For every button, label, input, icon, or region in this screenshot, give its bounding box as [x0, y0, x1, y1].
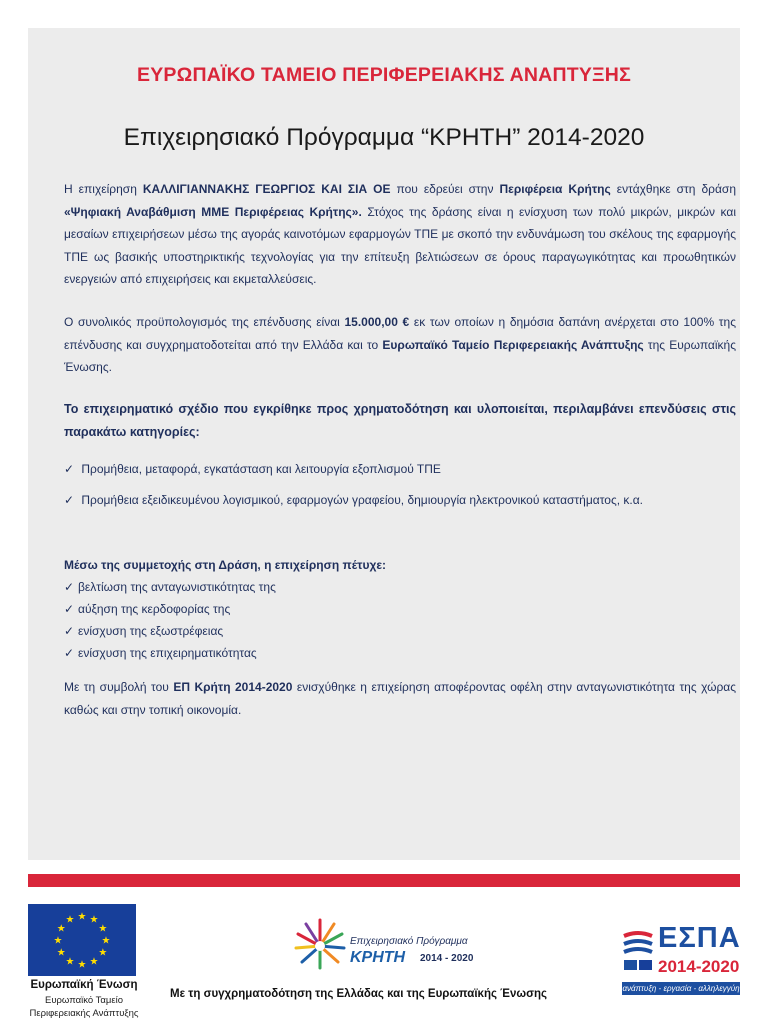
- list-item: ✓ αύξηση της κερδοφορίας της: [64, 602, 231, 616]
- eu-star-icon: ★: [65, 956, 75, 968]
- list-item: ✓ Προμήθεια, μεταφορά, εγκατάσταση και λειτουργία εξοπλισμού ΤΠΕ: [64, 458, 736, 481]
- fund-name: Ευρωπαϊκό Ταμείο Περιφερειακής Ανάπτυξης: [382, 337, 644, 352]
- espa-stripes-icon: [622, 930, 654, 978]
- eu-star-icon: ★: [101, 935, 111, 947]
- crete-years: 2014 - 2020: [420, 953, 474, 964]
- eu-fund-line1: Ευρωπαϊκό Ταμείο: [45, 995, 123, 1006]
- budget-amount: 15.000,00 €: [344, 315, 410, 329]
- eu-star-icon: ★: [89, 914, 99, 926]
- eu-star-icon: ★: [77, 911, 87, 923]
- content-panel: [28, 28, 740, 860]
- eu-star-icon: ★: [98, 923, 108, 935]
- espa-tagline: ανάπτυξη - εργασία - αλληλεγγύη: [622, 984, 740, 993]
- check-icon: ✓: [64, 580, 75, 594]
- eu-star-icon: ★: [77, 959, 87, 971]
- check-icon: ✓: [64, 462, 75, 476]
- eu-star-icon: ★: [56, 923, 66, 935]
- crete-name: ΚΡΗΤΗ: [350, 949, 406, 966]
- program-name: ΕΠ Κρήτη 2014-2020: [173, 680, 293, 694]
- region-name: Περιφέρεια Κρήτης: [499, 182, 611, 196]
- list-item: ✓ βελτίωση της ανταγωνιστικότητας της: [64, 580, 276, 594]
- eu-star-icon: ★: [53, 935, 63, 947]
- check-icon: ✓: [64, 624, 75, 638]
- cofunding-text: Με τη συγχρηματοδότηση της Ελλάδας και της Ευρωπαϊκής Ένωσης: [170, 988, 547, 1000]
- eu-name: Ευρωπαϊκή Ένωση: [30, 979, 138, 991]
- achievements-heading: Μέσω της συμμετοχής στη Δράση, η επιχείρηση πέτυχε:: [64, 558, 387, 572]
- closing-paragraph: Με τη συμβολή του ΕΠ Κρήτη 2014-2020 ενισχύθηκε η επιχείρηση αποφέροντας οφέλη στην ανταγωνιστικότητα της χώρας καθώς και στην τοπική οικονομία.: [64, 680, 736, 717]
- eu-star-icon: ★: [65, 914, 75, 926]
- espa-logo-word: ΕΣΠΑ: [658, 922, 741, 954]
- business-plan-paragraph: Το επιχειρηματικό σχέδιο που εγκρίθηκε προς χρηματοδότηση και υλοποιείται, περιλαμβάνει επενδύσεις στις παρακάτω κατηγορίες:: [64, 402, 736, 439]
- check-icon: ✓: [64, 646, 75, 660]
- eu-star-icon: ★: [56, 947, 66, 959]
- espa-years: 2014-2020: [658, 957, 740, 976]
- intro-paragraph: Η επιχείρηση ΚΑΛΛΙΓΙΑΝΝΑΚΗΣ ΓΕΩΡΓΙΟΣ ΚΑΙ ΣΙΑ ΟΕ που εδρεύει στην Περιφέρεια Κρήτης εντάχθηκε στη δράση «Ψηφιακή Αναβάθμιση ΜΜΕ Περιφέρειας Κρήτης». Στόχος της δράσης είναι η ενίσχυση των πολύ μικρών, μικρών και μεσαίων επιχειρήσεων μέσω της αγοράς καινοτόμων εφαρμογών ΤΠΕ με σκοπό την ενδυνάμωση του σκέλους της εφαρμογής ΤΠΕ ως βασικής υποστηρικτικής τεχνολογίας για την επίτευξη βελτιώσεων σε όρους παραγωγικότητας και προωθητικών ενεργειών από επιχειρήσεις και εκμεταλλεύσεις.: [64, 182, 736, 286]
- fund-title: ΕΥΡΩΠΑΪΚΟ ΤΑΜΕΙΟ ΠΕΡΙΦΕΡΕΙΑΚΗΣ ΑΝΑΠΤΥΞΗΣ: [137, 64, 631, 86]
- crete-program-line: Επιχειρησιακό Πρόγραμμα: [350, 936, 468, 947]
- list-item: ✓ ενίσχυση της εξωστρέφειας: [64, 624, 224, 638]
- eu-fund-line2: Περιφερειακής Ανάπτυξης: [29, 1008, 139, 1019]
- eu-star-icon: ★: [98, 947, 108, 959]
- program-title: Επιχειρησιακό Πρόγραμμα “ΚΡΗΤΗ” 2014-2020: [123, 124, 645, 151]
- action-name: «Ψηφιακή Αναβάθμιση ΜΜΕ Περιφέρειας Κρήτης».: [64, 204, 362, 219]
- eu-star-icon: ★: [89, 956, 99, 968]
- company-name: ΚΑΛΛΙΓΙΑΝΝΑΚΗΣ ΓΕΩΡΓΙΟΣ ΚΑΙ ΣΙΑ ΟΕ: [142, 182, 391, 196]
- budget-paragraph: Ο συνολικός προϋπολογισμός της επένδυσης είναι 15.000,00 € εκ των οποίων η δημόσια δαπάνη ανέρχεται στο 100% της επένδυσης και συγχρηματοδοτείται από την Ελλάδα και το Ευρωπαϊκό Ταμείο Περιφερειακής Ανάπτυξης της Ευρωπαϊκής Ένωσης.: [64, 315, 736, 374]
- check-icon: ✓: [64, 602, 75, 616]
- check-icon: ✓: [64, 493, 75, 507]
- red-divider: [28, 874, 740, 887]
- crete-burst-icon: [290, 912, 350, 972]
- list-item: ✓ Προμήθεια εξειδικευμένου λογισμικού, εφαρμογών γραφείου, δημιουργία ηλεκτρονικού καταστήματος, κ.α.: [64, 489, 736, 512]
- eu-flag-icon: [28, 904, 136, 976]
- list-item: ✓ ενίσχυση της επιχειρηματικότητας: [64, 646, 257, 660]
